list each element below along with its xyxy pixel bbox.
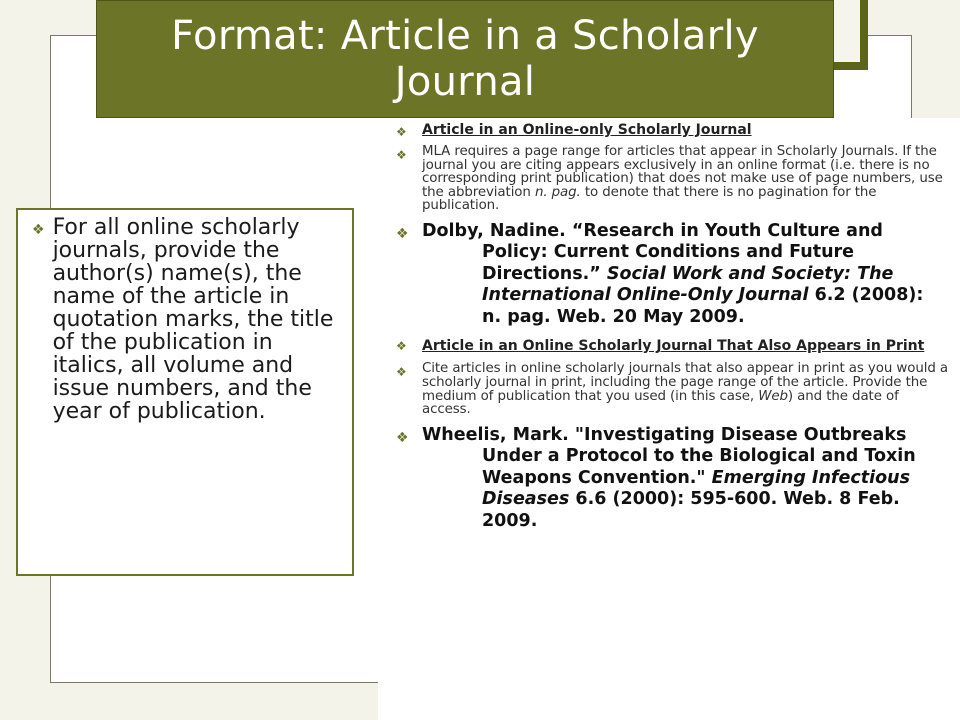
title-banner (96, 0, 834, 118)
bullet-icon: ❖ (396, 339, 407, 354)
bullet-icon: ❖ (32, 222, 45, 238)
section1-body-italic: n. pag. (534, 184, 581, 200)
right-content-box (378, 118, 960, 720)
citation1-journal-italic: Social Work and Society: The International Online-Only Journal (482, 263, 894, 306)
section1-body-part: to denote that there is no pagination for the publication. (422, 184, 877, 214)
citation2-part: Wheelis, Mark. "Investigating Disease Outbreaks Under a Protocol to the Biological and Toxin Weapons Convention." (422, 424, 916, 488)
section2-body-part: ) and the date of access. (422, 388, 899, 418)
citation2-journal-italic: Emerging Infectious Diseases (482, 467, 911, 510)
bullet-icon: ❖ (396, 225, 409, 242)
section2-heading-item (396, 336, 948, 356)
bullet-icon: ❖ (396, 125, 407, 139)
section1-body-part: MLA requires a page range for articles that appear in Scholarly Journals. If the journal you are citing appears exclusively in an online format (i.e. there is no corresponding print publication) that does not make use of page numbers, use the abbreviation (422, 144, 943, 200)
section2-heading: Article in an Online Scholarly Journal That Also Appears in Print (422, 338, 925, 355)
citation1-item (396, 221, 948, 329)
bullet-icon: ❖ (396, 365, 407, 380)
slide-title: Format: Article in a Scholarly Journal (171, 13, 759, 105)
citation2-part: 6.6 (2000): 595-600. Web. 8 Feb. 2009. (482, 489, 900, 531)
section1-body-item (396, 145, 948, 213)
bullet-icon: ❖ (396, 429, 409, 446)
citation1 (422, 221, 948, 329)
section2-body-part: Cite articles in online scholarly journals that also appear in print as you would a scholarly journal in print, including the page range of the article. Provide the medium of publication that you used (in this case, (422, 361, 948, 404)
section2-body-italic: Web (758, 388, 788, 404)
section2-body-item (396, 362, 948, 416)
left-summary-box (16, 208, 354, 576)
section1-body (422, 145, 948, 213)
citation1-part: 6.2 (2008): n. pag. Web. 20 May 2009. (482, 285, 924, 327)
citation2 (422, 425, 948, 533)
citation1-part: Dolby, Nadine. “Research in Youth Culture and Policy: Current Conditions and Future Directions.” (422, 220, 883, 284)
section2-body (422, 362, 948, 416)
bullet-icon: ❖ (396, 148, 407, 162)
section1-heading-item (396, 122, 948, 139)
summary-bullet (32, 216, 342, 423)
section1-heading: Article in an Online-only Scholarly Journal (422, 122, 752, 138)
summary-text: For all online scholarly journals, provide the author(s) name(s), the name of the article in quotation marks, the title of the publication in italics, all volume and issue numbers, and the year of publication. (52, 215, 334, 424)
citation2-item (396, 425, 948, 533)
